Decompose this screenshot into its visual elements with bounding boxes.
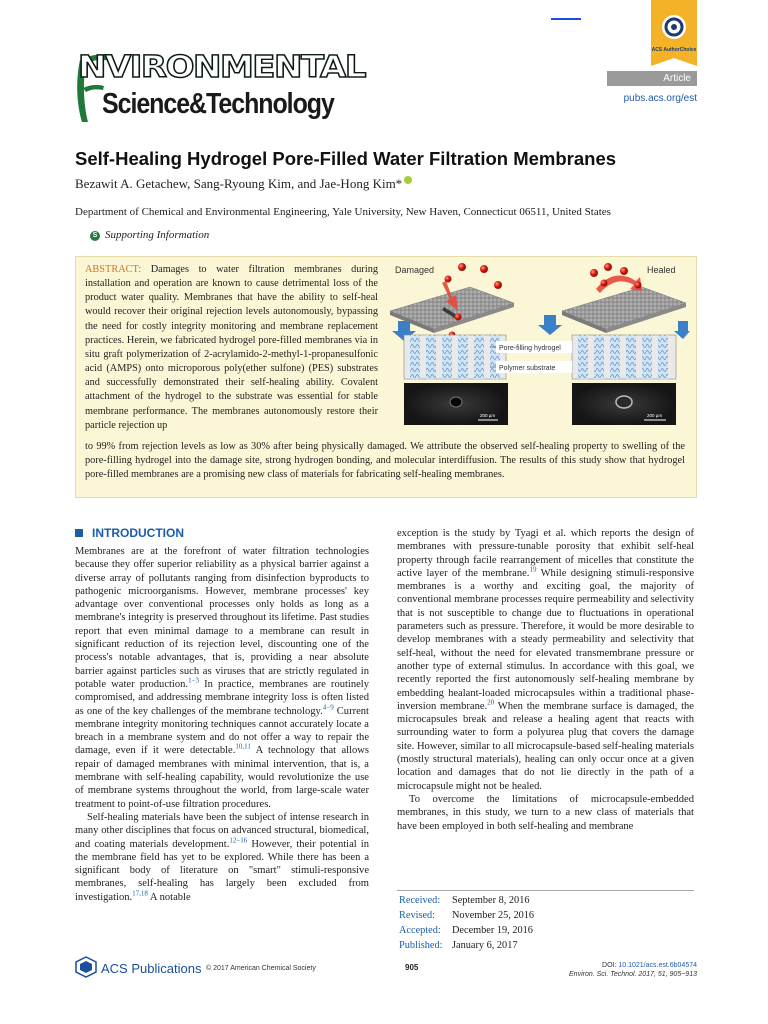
- body-column-right: [397, 527, 694, 833]
- date-value: November 25, 2016: [452, 910, 535, 921]
- citation-link[interactable]: 20: [487, 698, 495, 707]
- citation-link[interactable]: 1−3: [188, 676, 200, 685]
- pore-column: [578, 335, 588, 379]
- citation-link[interactable]: 19: [529, 565, 537, 574]
- orcid-icon[interactable]: [404, 176, 412, 184]
- scale-label-right: 200 µm: [647, 413, 663, 418]
- particle: [458, 263, 466, 271]
- particle: [620, 267, 628, 275]
- particle: [494, 281, 502, 289]
- citation-link[interactable]: 12−16: [229, 836, 248, 845]
- scale-label-left: 200 µm: [480, 413, 496, 418]
- date-row-accepted: [399, 923, 534, 938]
- intro-paragraph-2: [75, 811, 369, 904]
- acs-logo-icon: [74, 956, 98, 978]
- intro-p3-text-b: While designing stimuli-responsive membranes is a worthy and exciting goal, the majority of conventional membrane processes require permeability and selectivity that is not susceptible to change due to fluctuations in operational parameters such as pressure. Therefore, it would be more desirable to develop membranes with a steady permeability and selectivity that self-heal, without the need for elevated transmembrane pressure or another type of external stimulus. In accordance with this goal, we recently reported the first autonomously self-healing membrane by embedding healant-loaded microcapsules within a traditional phase-inversion membrane.: [397, 567, 694, 712]
- abstract-text-part1: [85, 263, 378, 433]
- date-label: Published:: [399, 940, 443, 951]
- pore-column: [410, 335, 420, 379]
- intro-p3-text-a: exception is the study by Tyagi et al. which reports the design of membranes with pressure-tunable porosity that exhibit self-heal property through facile rearrangement of micelles that constitute the active layer of the membrane.: [397, 528, 694, 579]
- pore-column: [426, 335, 436, 379]
- citation-line: Environ. Sci. Technol. 2017, 51, 905−913: [569, 971, 697, 978]
- affiliation: Department of Chemical and Environmental Engineering, Yale University, New Haven, Connecticut 06511, United States: [75, 206, 611, 218]
- date-label: Received:: [399, 895, 441, 906]
- body-column-left: [75, 545, 369, 904]
- intro-paragraph-3: [397, 527, 694, 793]
- supporting-info-label: Supporting Information: [105, 229, 210, 241]
- top-link-underline[interactable]: [551, 18, 581, 20]
- intro-paragraph-1: [75, 545, 369, 811]
- doi-prefix: DOI:: [602, 962, 619, 969]
- author-list: [75, 176, 412, 192]
- pore-column: [626, 335, 636, 379]
- toc-graphic: [386, 259, 690, 429]
- date-value: December 19, 2016: [452, 925, 533, 936]
- pore-column: [474, 335, 484, 379]
- water-arrow-icon: [674, 321, 690, 339]
- page-number: 905: [405, 963, 419, 972]
- toc-label-healed: Healed: [647, 265, 676, 275]
- particle: [635, 282, 642, 289]
- particle: [445, 276, 452, 283]
- date-label: Accepted:: [399, 925, 441, 936]
- doi-link[interactable]: 10.1021/acs.est.6b04574: [618, 962, 697, 969]
- author-names: Bezawit A. Getachew, Sang-Ryoung Kim, and Jae-Hong Kim*: [75, 176, 403, 191]
- authorchoice-label: ACS AuthorChoice: [651, 47, 697, 53]
- intro-p1-text-b: In practice, membranes are routinely compromised, and addressing membrane integrity loss is often listed as one of the key challenges of the membrane technology.: [75, 678, 370, 717]
- authorchoice-icon: [661, 14, 687, 40]
- section-marker-icon: [75, 529, 83, 537]
- date-value: January 6, 2017: [452, 940, 518, 951]
- journal-url-link[interactable]: pubs.acs.org/est: [623, 93, 697, 104]
- date-row-published: [399, 938, 534, 953]
- journal-logo-title: NVIRONMENTAL: [78, 49, 366, 86]
- pore-column: [458, 335, 468, 379]
- date-row-revised: [399, 908, 534, 923]
- citation-link[interactable]: 17,18: [132, 889, 148, 898]
- date-row-received: [399, 893, 534, 908]
- pore-column: [442, 335, 452, 379]
- pore-column: [594, 335, 604, 379]
- particle: [590, 269, 598, 277]
- citation-link[interactable]: 10,11: [235, 742, 251, 751]
- intro-p2-text-b: However, their potential in the membrane field has yet to be explored. While there has been a significant body of literature on "smart" stimuli-responsive membranes, self-healing has largely been excluded from investigation.: [75, 838, 369, 903]
- intro-p1-text-a: Membranes are at the forefront of water filtration technologies because they offer superior reliability as a physical barrier against a diverse array of pollutants ranging from disinfection byproducts to pathogenic microorganisms. However, membrane processes' key advantage over conventional processes only holds as long as a membrane's integrity is preserved throughout its lifetime. Past studies report that even minimal damage to a membrane can result in significant reduction of its rejection level, discounting one of the process's notable advantages, that is, providing a near absolute barrier against particles such as viruses that are strictly regulated in potable water production.: [75, 546, 369, 690]
- healed-membrane-surface: [562, 287, 686, 329]
- article-type-tab: Article: [607, 71, 697, 86]
- particle: [455, 314, 462, 321]
- intro-p2-text-a: Self-healing materials have been the subject of intense research in many other disciplines that focus on advanced structural, biomedical, and coating materials development.: [75, 811, 369, 850]
- acs-publications-logo[interactable]: ACS Publications: [101, 961, 202, 976]
- toc-label-substrate: Polymer substrate: [499, 365, 556, 372]
- citation-link[interactable]: 4−9: [322, 703, 334, 712]
- dates-divider: [397, 890, 694, 891]
- publication-dates: [399, 893, 534, 953]
- intro-p1-text-c: Current membrane integrity monitoring techniques cannot accurately locate a breach in a membrane system and do not offer a way to repair the damage, even if it were detectable.: [75, 705, 369, 757]
- date-value: September 8, 2016: [452, 895, 530, 906]
- intro-p3-text-c: When the membrane surface is damaged, the microcapsules break and release a healing agent that reacts with surrounding water to form a polyurea plug that covers the damage site. However, similar to all microcapsule-based self-healing materials (mostly structural materials), healing can only occur once at a given location and damages that do not lie directly in the path of a microcapsule might not be healed.: [397, 700, 694, 792]
- pore-column: [658, 335, 668, 379]
- supporting-info-icon: S: [90, 231, 100, 241]
- article-title: Self-Healing Hydrogel Pore-Filled Water Filtration Membranes: [75, 148, 617, 169]
- journal-logo-subtitle: Science&Technology: [102, 88, 334, 120]
- particle: [601, 280, 608, 287]
- introduction-heading: [75, 526, 184, 540]
- abstract-label: ABSTRACT:: [85, 264, 142, 275]
- sem-healed-site: [616, 396, 632, 408]
- abstract-body-1: Damages to water filtration membranes during installation and operation are known to cause detrimental loss of the product water quality. Membranes that have the ability to self-heal would recover their original rejection levels autonomously, bypassing the need for costly integrity monitoring and membrane replacement practices. Herein, we fabricated hydrogel pore-filled membranes via in situ graft polymerization of 2-acrylamido-2-methyl-1-propanesulfonic acid (AMPS) onto microporous poly(ether sulfone) (PES) substrates and successfully demonstrated their self-healing ability. Covalent attachment of the hydrogel to the substrate was essential for stable membrane performance. The membranes autonomously restore their particle rejection up: [85, 264, 379, 431]
- supporting-info-link[interactable]: [90, 229, 209, 241]
- pore-column: [610, 335, 620, 379]
- particle: [604, 263, 612, 271]
- water-arrow-icon: [538, 315, 562, 335]
- intro-p1-text-d: A technology that allows repair of damaged membranes with minimal intervention, that is, a membrane with self-healing capability, would revolutionize the use of membrane systems throughout the world, from large-scale water treatment to point-of-use filtration procedures.: [75, 745, 369, 810]
- pore-column: [642, 335, 652, 379]
- toc-label-hydrogel: Pore-filling hydrogel: [499, 345, 561, 352]
- copyright: © 2017 American Chemical Society: [206, 965, 316, 972]
- abstract-text-part2: to 99% from rejection levels as low as 30% after being physically damaged. We attribute the observed self-healing property to swelling of the pore-filling hydrogel into the damage site, strong hydrogen bonding, and molecular interdiffusion. The results of this study show that hydrogel pore-filled membranes are a promising new class of materials for fabricating self-healing membranes.: [85, 441, 685, 481]
- introduction-heading-text: INTRODUCTION: [92, 526, 184, 540]
- date-label: Revised:: [399, 910, 436, 921]
- doi-line: [520, 962, 697, 969]
- particle: [480, 265, 488, 273]
- sem-damage-hole: [450, 397, 462, 407]
- toc-label-damaged: Damaged: [395, 265, 435, 275]
- intro-paragraph-4: To overcome the limitations of microcapsule-embedded membranes, in this study, we turn to a new class of materials that have been employed in both self-healing and membrane: [397, 793, 694, 832]
- intro-p2-text-c: A notable: [147, 891, 191, 903]
